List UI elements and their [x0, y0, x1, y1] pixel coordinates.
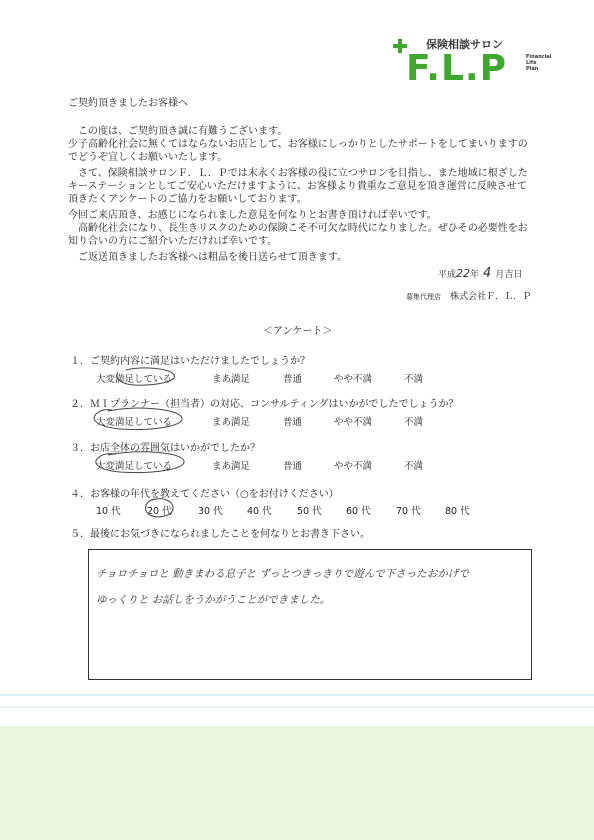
logo-mark: F.L.P: [406, 48, 507, 89]
q3-option-dissatisfied[interactable]: やや不満: [334, 461, 373, 472]
q2-option-neutral[interactable]: 普通: [283, 417, 303, 428]
letter-line: でどうぞ宜しくお願いいたします。: [68, 152, 228, 163]
q4-option-60s[interactable]: 60 代: [346, 506, 371, 517]
q1-option-dissatisfied[interactable]: やや不満: [334, 374, 373, 385]
letter-line: この度は、ご契約頂き誠に有難うございます。: [78, 126, 288, 137]
q2-option-very-dissatisfied[interactable]: 不満: [404, 417, 424, 428]
logo-subtitle: Financial Life Plan: [526, 54, 552, 72]
q2-option-satisfied[interactable]: まあ満足: [212, 417, 251, 428]
question-1: １．ご契約内容に満足はいただけましたでしょうか？: [70, 356, 310, 367]
letter-line: 今回ご来店頂き、お感じになられました意見を何なりとお書き頂ければ幸いです。: [68, 210, 437, 221]
q1-option-satisfied[interactable]: まあ満足: [212, 374, 251, 385]
q3-option-satisfied[interactable]: まあ満足: [212, 461, 251, 472]
q3-option-neutral[interactable]: 普通: [283, 461, 303, 472]
q4-option-10s[interactable]: 10 代: [96, 506, 121, 517]
q2-option-dissatisfied[interactable]: やや不満: [334, 417, 373, 428]
survey-heading: ＜アンケート＞: [263, 326, 333, 337]
date-line: 平成22年 4 月吉日: [438, 266, 523, 281]
handwritten-comment-line: チョロチョロと 動きまわる息子と ずっとつきっきりで遊んで下さったおかげで: [96, 568, 469, 580]
q2-option-very-satisfied[interactable]: 大変満足している: [96, 417, 173, 428]
letter-line: 高齢化社会になり、長生きリスクのための保険こそ不可欠な時代になりました。ぜひその必要性をお: [78, 223, 528, 234]
letter-line: 頂きたくアンケートのご協力をお願いしております。: [68, 194, 307, 205]
question-5: ５．最後にお気づきになられましたことを何なりとお書き下さい。: [70, 529, 370, 540]
answer-circle-mark: [112, 366, 178, 388]
question-2: ２．ＭＩプランナー（担当者）の対応、コンサルティングはいかがでしたでしょうか？: [70, 399, 459, 410]
letter-line: ご返送頂きましたお客様へは粗品を後日送らせて頂きます。: [78, 252, 347, 263]
q4-option-30s[interactable]: 30 代: [198, 506, 223, 517]
question-3: ３．お店全体の雰囲気はいかがでしたか？: [70, 443, 260, 454]
q1-option-very-dissatisfied[interactable]: 不満: [404, 374, 424, 385]
answer-circle-mark: [88, 406, 188, 432]
q1-option-very-satisfied[interactable]: 大変満足している: [96, 374, 173, 385]
logo-title: 保険相談サロン: [426, 38, 503, 51]
q1-option-neutral[interactable]: 普通: [283, 374, 303, 385]
company-logo: [392, 34, 552, 94]
q4-option-80s[interactable]: 80 代: [445, 506, 470, 517]
salutation: ご契約頂きましたお客様へ: [68, 98, 188, 109]
q4-option-20s[interactable]: 20 代: [147, 506, 172, 517]
letter-line: さて、保険相談サロンＦ．Ｌ．Ｐでは末永くお客様の役に立つサロンを目指し、また地域に根ざした: [78, 168, 528, 179]
letter-line: 知り合いの方にご紹介いただければ幸いです。: [68, 236, 278, 247]
footer-background: [0, 726, 594, 840]
divider-line: [0, 694, 594, 696]
q3-option-very-satisfied[interactable]: 大変満足している: [96, 461, 173, 472]
letter-line: 少子高齢化社会に無くてはならないお店として、お客様にしっかりとしたサポートをしてまいりますの: [68, 139, 528, 150]
answer-circle-mark: [90, 449, 190, 475]
divider-line: [0, 706, 594, 708]
q4-option-50s[interactable]: 50 代: [297, 506, 322, 517]
q4-option-70s[interactable]: 70 代: [396, 506, 421, 517]
agency-line: 募集代理店 株式会社Ｆ．Ｌ．Ｐ: [406, 292, 532, 302]
q3-option-very-dissatisfied[interactable]: 不満: [404, 461, 424, 472]
letter-line: キーステーションとしてご安心いただけますように、お客様より貴重なご意見を頂き運営に反映させて: [68, 181, 527, 192]
question-4: ４．お客様の年代を教えてください（○をお付けください）: [70, 489, 339, 500]
handwritten-comment-line: ゆっくりと お話しをうかがうことができました。: [96, 594, 331, 606]
answer-circle-mark: [142, 496, 176, 520]
q4-option-40s[interactable]: 40 代: [247, 506, 272, 517]
